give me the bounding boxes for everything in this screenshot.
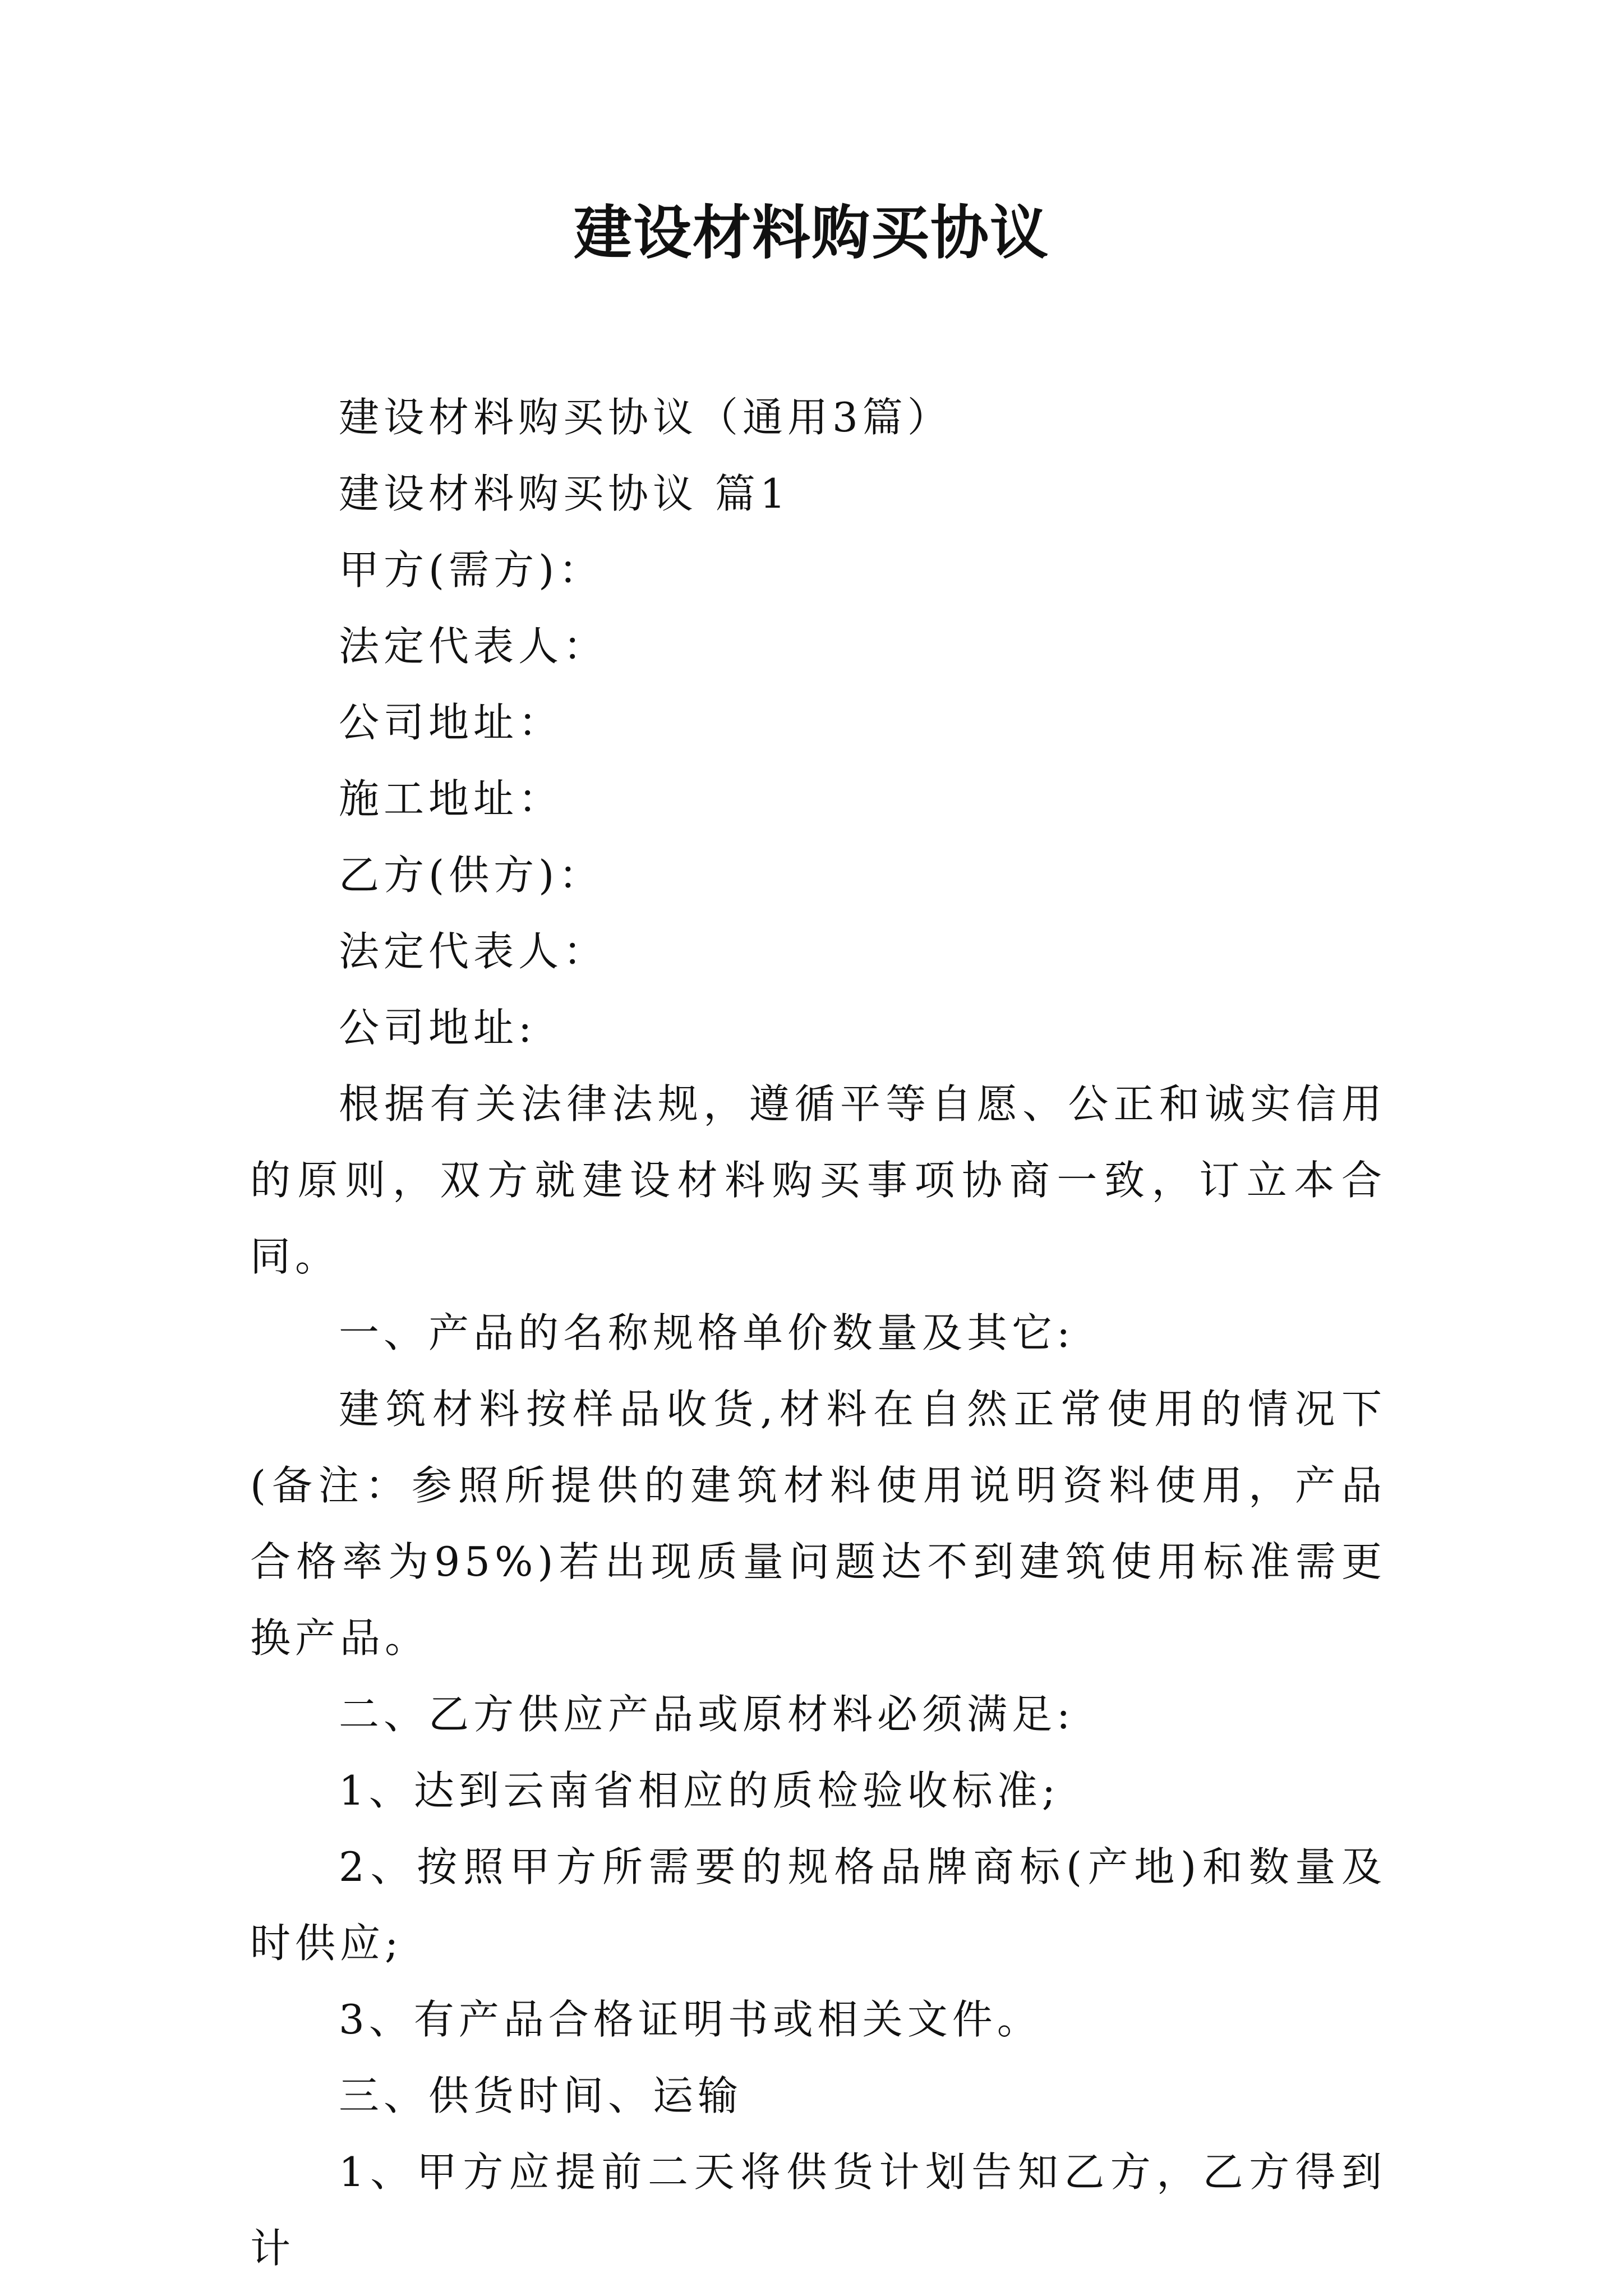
paragraph-section-heading: 建设材料购买协议 篇1 [339, 470, 790, 517]
paragraph-clause-2-item-2: 2、按照甲方所需要的规格品牌商标(产地)和数量及时供应; [250, 1843, 1386, 1967]
paragraph-clause-2-item-1: 1、达到云南省相应的质检验收标准; [339, 1767, 1061, 1814]
paragraph-party-a-representative: 法定代表人： [339, 623, 608, 670]
paragraph-party-b: 乙方(供方)： [339, 852, 604, 899]
paragraph-clause-3-heading: 三、供货时间、运输 [339, 2072, 743, 2119]
document-title: 建设材料购买协议 [573, 198, 1049, 267]
paragraph-clause-1-heading: 一、产品的名称规格单价数量及其它: [339, 1309, 1075, 1356]
paragraph-construction-address: 施工地址： [339, 775, 564, 822]
paragraph-party-b-representative: 法定代表人： [339, 928, 608, 975]
paragraph-clause-2-heading: 二、乙方供应产品或原材料必须满足: [339, 1691, 1075, 1738]
paragraph-subtitle: 建设材料购买协议（通用3篇） [339, 394, 952, 441]
paragraph-party-a: 甲方(需方)： [339, 546, 604, 593]
paragraph-party-b-address: 公司地址: [339, 1004, 537, 1051]
paragraph-party-a-address: 公司地址： [339, 699, 564, 746]
document-body [250, 379, 1386, 2286]
paragraph-agreement-basis: 根据有关法律法规，遵循平等自愿、公正和诚实信用的原则，双方就建设材料购买事项协商一致，订立本合同。 [250, 1080, 1386, 1280]
paragraph-clause-2-item-3: 3、有产品合格证明书或相关文件。 [339, 1996, 1042, 2043]
paragraph-clause-3-item-1: 1、甲方应提前二天将供货计划告知乙方，乙方得到计 [250, 2148, 1386, 2272]
paragraph-clause-1-body: 建筑材料按样品收货,材料在自然正常使用的情况下(备注：参照所提供的建筑材料使用说明资料使用，产品合格率为95%)若出现质量问题达不到建筑使用标准需更换产品。 [250, 1386, 1386, 1662]
